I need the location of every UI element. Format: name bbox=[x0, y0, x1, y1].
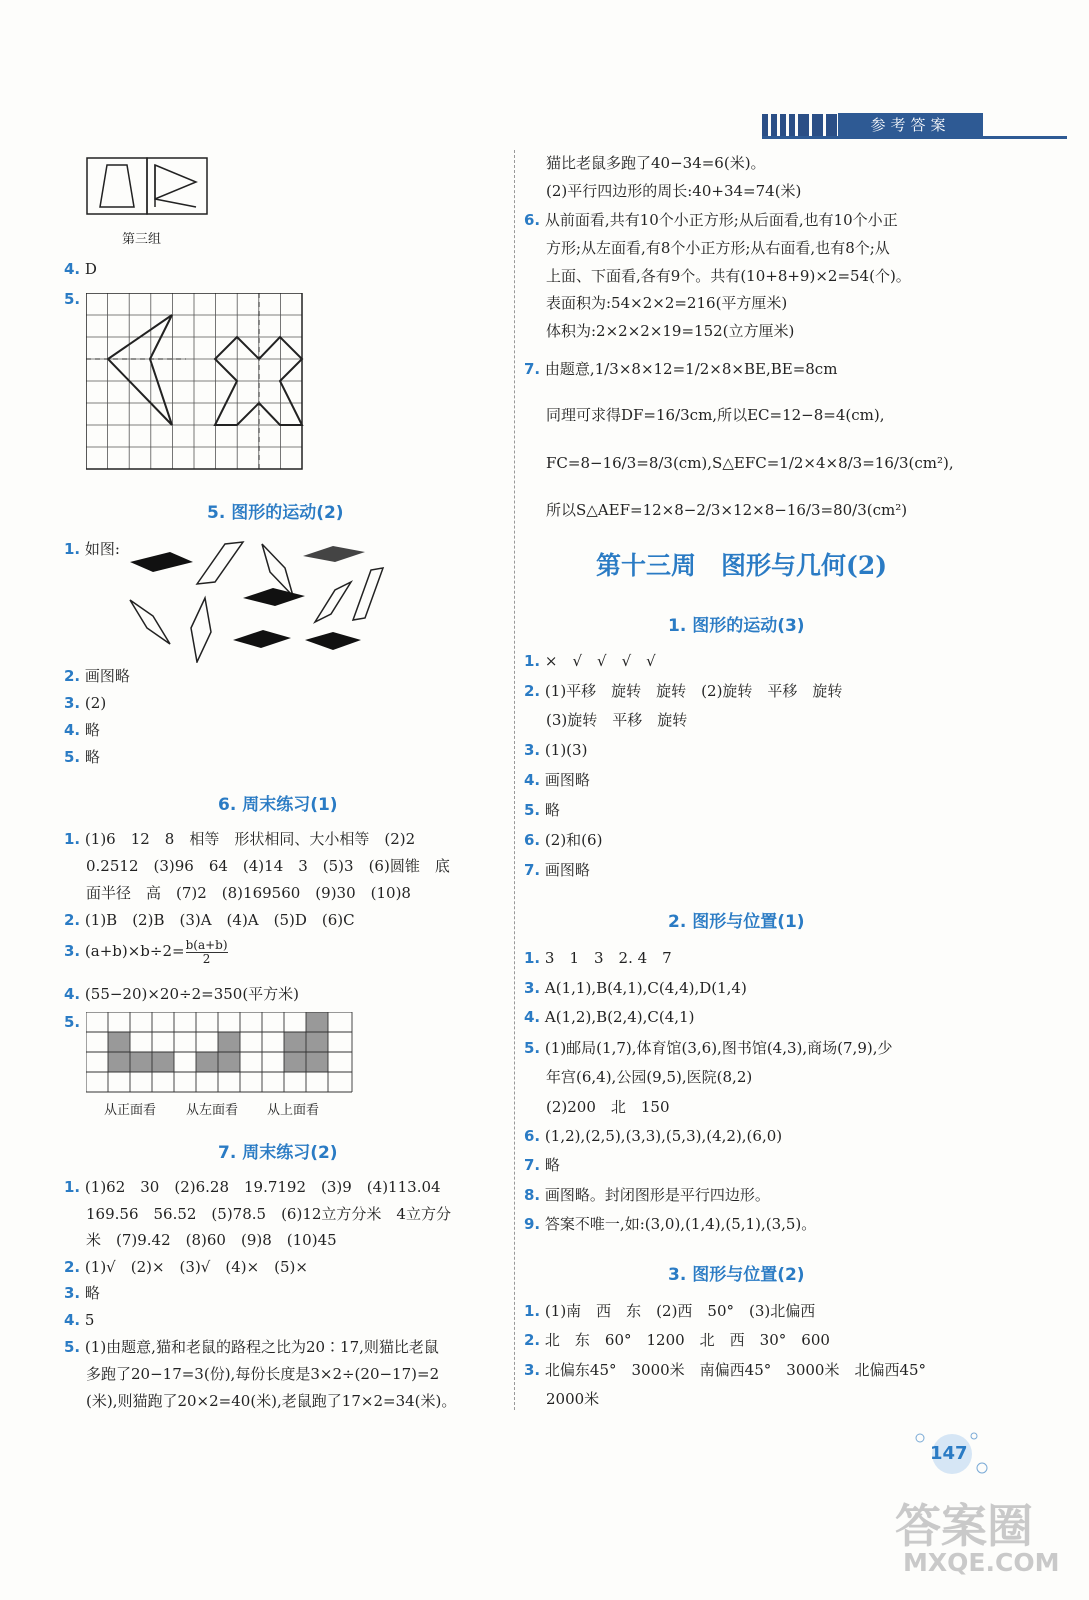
answer-line: (2)平行四边形的周长:40+34=74(米) bbox=[546, 182, 802, 200]
answer-line: 4. (55−20)×20÷2=350(平方米) bbox=[64, 985, 300, 1003]
list-item bbox=[64, 690, 130, 717]
week-title: 第十三周 图形与几何(2) bbox=[596, 551, 888, 580]
answer-line: 9. 答案不唯一,如:(3,0),(1,4),(5,1),(3,5)。 bbox=[524, 1215, 817, 1233]
views-grid bbox=[86, 1012, 354, 1094]
answer-line: 6. (2)和(6) bbox=[524, 831, 603, 849]
answer-line: 5. (1)由题意,猫和老鼠的路程之比为20∶17,则猫比老鼠 bbox=[64, 1338, 439, 1356]
answer-line: (2)200 北 150 bbox=[546, 1098, 670, 1116]
answer-line: 方形;从左面看,有8个小正方形;从右面看,也有8个;从 bbox=[546, 239, 890, 257]
q-text: 如图: bbox=[84, 540, 120, 558]
q-num: 2. bbox=[64, 667, 81, 685]
answer-line: 2000米 bbox=[546, 1390, 600, 1408]
q-num: 5. bbox=[64, 748, 81, 766]
q-num: 3. bbox=[64, 694, 81, 712]
sec5-title: 5. 图形的运动(2) bbox=[207, 503, 344, 523]
q-num: 4. bbox=[64, 721, 81, 739]
answer-line: 2. 北 东 60° 1200 北 西 30° 600 bbox=[524, 1331, 830, 1349]
answer-line: 2. (1)平移 旋转 旋转 (2)旋转 平移 旋转 bbox=[524, 682, 843, 700]
answer-line: 169.56 56.52 (5)78.5 (6)12立方分米 4立方分 bbox=[86, 1205, 451, 1223]
header-tab: 参考答案 bbox=[838, 113, 983, 137]
answer-line: 4. 画图略 bbox=[524, 771, 590, 789]
answer-line: 体积为:2×2×2×19=152(立方厘米) bbox=[546, 322, 795, 340]
q-num: 4. bbox=[64, 260, 81, 278]
secC-title: 3. 图形与位置(2) bbox=[668, 1265, 805, 1285]
answer-line: 3. A(1,1),B(4,1),C(4,4),D(1,4) bbox=[524, 979, 747, 997]
answer-line: 1. × √ √ √ √ bbox=[524, 652, 656, 670]
view-caption-front: 从正面看 bbox=[104, 1103, 157, 1118]
q-text: 略 bbox=[84, 721, 100, 739]
answer-line: 5. bbox=[64, 1013, 81, 1031]
page-number: 147 bbox=[930, 1443, 968, 1464]
answer-line: 0.2512 (3)96 64 (4)14 3 (5)3 (6)圆锥 底 bbox=[86, 857, 450, 875]
answer-line: 3. (1)(3) bbox=[524, 741, 588, 759]
list-item bbox=[64, 744, 130, 771]
view-caption-left: 从左面看 bbox=[186, 1103, 239, 1118]
answer-line: 4. 5 bbox=[64, 1311, 95, 1329]
answer-line: 1. (1)南 西 东 (2)西 50° (3)北偏西 bbox=[524, 1302, 816, 1320]
group3-caption: 第三组 bbox=[122, 232, 162, 247]
list-item bbox=[64, 663, 130, 690]
q-text: 略 bbox=[84, 748, 100, 766]
watermark-url: MXQE.COM bbox=[903, 1548, 1060, 1577]
sec7-title: 7. 周末练习(2) bbox=[218, 1143, 338, 1163]
answer-line: 面半径 高 (7)2 (8)169560 (9)30 (10)8 bbox=[86, 884, 411, 902]
view-caption-top: 从上面看 bbox=[267, 1103, 320, 1118]
column-divider bbox=[514, 150, 515, 1410]
sec6-title: 6. 周末练习(1) bbox=[218, 795, 338, 815]
grid-figure bbox=[86, 293, 304, 471]
left-q4 bbox=[64, 256, 97, 283]
answer-line: 5. (1)邮局(1,7),体育馆(3,6),图书馆(4,3),商场(7,9),少 bbox=[524, 1039, 893, 1057]
left-q5-num: 5. bbox=[64, 290, 81, 308]
secA-title: 1. 图形的运动(3) bbox=[668, 616, 805, 636]
answer-line: 所以S△AEF=12×8−2/3×12×8−16/3=80/3(cm²) bbox=[546, 501, 908, 519]
list-item bbox=[64, 717, 130, 744]
answer-line: 6. (1,2),(2,5),(3,3),(5,3),(4,2),(6,0) bbox=[524, 1127, 783, 1145]
q-text: 画图略 bbox=[84, 667, 130, 685]
answer-line: 4. A(1,2),B(2,4),C(4,1) bbox=[524, 1008, 695, 1026]
fraction: $\frac{b(a+b)}{2}$ bbox=[185, 937, 228, 966]
answer-line: 2. (1)√ (2)× (3)√ (4)× (5)× bbox=[64, 1258, 308, 1276]
sec5-items bbox=[64, 663, 130, 771]
answer-line: 6. 从前面看,共有10个小正方形;从后面看,也有10个小正 bbox=[524, 211, 898, 229]
answer-line: FC=8−16/3=8/3(cm),S△EFC=1/2×4×8/3=16/3(cm²), bbox=[546, 454, 954, 472]
answer-line: 年宫(6,4),公园(9,5),医院(8,2) bbox=[546, 1068, 753, 1086]
rhombus-figure bbox=[125, 538, 387, 663]
answer-line: 7. 由题意,1/3×8×12=1/2×8×BE,BE=8cm bbox=[524, 360, 838, 378]
sec5-q1 bbox=[64, 536, 120, 563]
answer-line: 8. 画图略。封闭图形是平行四边形。 bbox=[524, 1186, 770, 1204]
q-text: D bbox=[84, 260, 97, 278]
q-num: 1. bbox=[64, 540, 81, 558]
watermark-logo: 答案圈 bbox=[895, 1499, 1033, 1553]
q-text: (2) bbox=[84, 694, 107, 712]
answer-line: 3. (a+b)×b÷2= $\frac{b(a+b)}{2}$ bbox=[64, 937, 228, 966]
answer-line: 2. (1)B (2)B (3)A (4)A (5)D (6)C bbox=[64, 911, 355, 929]
answer-line: 米 (7)9.42 (8)60 (9)8 (10)45 bbox=[86, 1231, 337, 1249]
secB-title: 2. 图形与位置(1) bbox=[668, 912, 805, 932]
answer-line: 1. (1)62 30 (2)6.28 19.7192 (3)9 (4)113.04 bbox=[64, 1178, 441, 1196]
answer-line: 7. 画图略 bbox=[524, 861, 590, 879]
answer-line: 1. (1)6 12 8 相等 形状相同、大小相等 (2)2 bbox=[64, 830, 416, 848]
answer-line: 上面、下面看,各有9个。共有(10+8+9)×2=54(个)。 bbox=[546, 267, 911, 285]
answer-line: (3)旋转 平移 旋转 bbox=[546, 711, 688, 729]
answer-line: 多跑了20−17=3(份),每份长度是3×2÷(20−17)=2 bbox=[86, 1365, 440, 1383]
header-rule bbox=[762, 136, 1067, 139]
answer-line: 猫比老鼠多跑了40−34=6(米)。 bbox=[546, 154, 766, 172]
header-decoration bbox=[762, 114, 837, 136]
answer-line: (米),则猫跑了20×2=40(米),老鼠跑了17×2=34(米)。 bbox=[86, 1392, 457, 1410]
answer-line: 5. 略 bbox=[524, 801, 560, 819]
answer-line: 1. 3 1 3 2. 4 7 bbox=[524, 949, 672, 967]
answer-line: 7. 略 bbox=[524, 1156, 560, 1174]
answer-line: 3. 北偏东45° 3000米 南偏西45° 3000米 北偏西45° bbox=[524, 1361, 927, 1379]
answer-line: 同理可求得DF=16/3cm,所以EC=12−8=4(cm), bbox=[546, 406, 885, 424]
group3-figure bbox=[86, 157, 208, 217]
answer-line: 表面积为:54×2×2=216(平方厘米) bbox=[546, 294, 788, 312]
answer-line: 3. 略 bbox=[64, 1284, 100, 1302]
